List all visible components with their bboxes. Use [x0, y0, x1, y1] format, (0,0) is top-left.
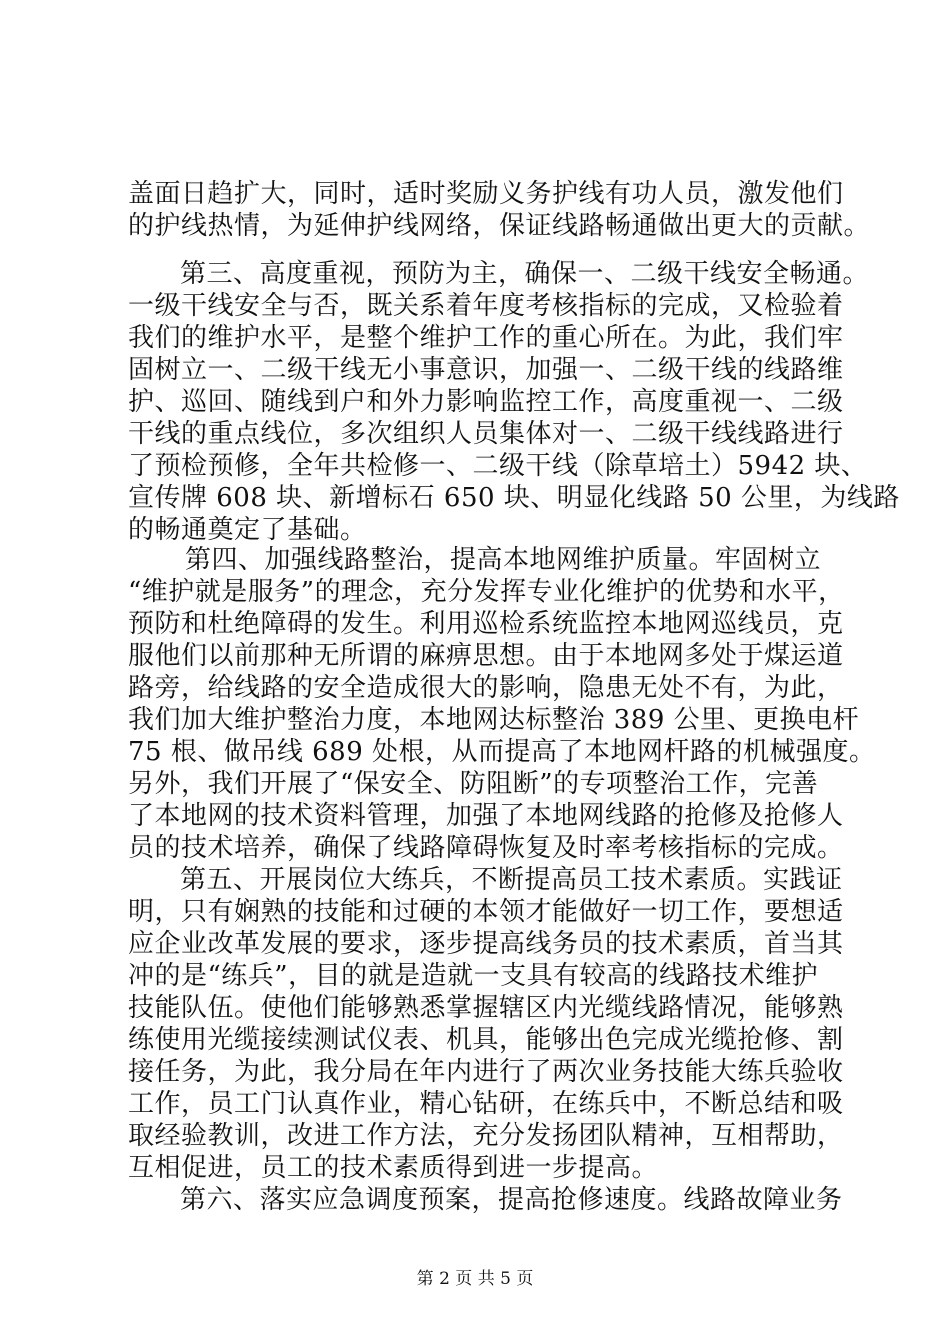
text-line: 练使用光缆接续测试仪表、机具，能够出色完成光缆抢修、割: [128, 1025, 844, 1055]
text-line: 预防和杜绝障碍的发生。利用巡检系统监控本地网巡线员，克: [128, 609, 844, 639]
text-line: 了预检预修，全年共检修一、二级干线（除草培土）5942 块、: [128, 451, 868, 481]
text-line: 第四、加强线路整治，提高本地网维护质量。牢固树立: [185, 545, 822, 575]
text-line: 护、巡回、随线到户和外力影响监控工作，高度重视一、二级: [128, 387, 844, 417]
text-line: 一级干线安全与否，既关系着年度考核指标的完成，又检验着: [128, 291, 844, 321]
text-line: 固树立一、二级干线无小事意识，加强一、二级干线的线路维: [128, 355, 844, 385]
text-line: 明，只有娴熟的技能和过硬的本领才能做好一切工作，要想适: [128, 897, 844, 927]
text-line: 应企业改革发展的要求，逐步提高线务员的技术素质，首当其: [128, 929, 844, 959]
text-line: 第五、开展岗位大练兵，不断提高员工技术素质。实践证: [180, 865, 843, 895]
text-line: 的畅通奠定了基础。: [128, 515, 367, 545]
text-line: 服他们以前那种无所谓的麻痹思想。由于本地网多处于煤运道: [128, 641, 844, 671]
text-line: 工作，员工门认真作业，精心钻研，在练兵中，不断总结和吸: [128, 1089, 844, 1119]
text-line: “维护就是服务”的理念，充分发挥专业化维护的优势和水平，: [128, 577, 845, 607]
text-line: 75 根、做吊线 689 处根，从而提高了本地网杆路的机械强度。: [128, 737, 876, 767]
text-line: 我们的维护水平，是整个维护工作的重心所在。为此，我们牢: [128, 323, 844, 353]
text-line: 宣传牌 608 块、新增标石 650 块、明显化线路 50 公里，为线路: [128, 483, 900, 513]
text-line: 接任务，为此，我分局在年内进行了两次业务技能大练兵验收: [128, 1057, 844, 1087]
text-line: 我们加大维护整治力度，本地网达标整治 389 公里、更换电杆: [128, 705, 860, 735]
text-line: 路旁，给线路的安全造成很大的影响，隐患无处不有，为此，: [128, 673, 844, 703]
text-line: 取经验教训，改进工作方法，充分发扬团队精神，互相帮助，: [128, 1121, 844, 1151]
text-line: 技能队伍。使他们能够熟悉掌握辖区内光缆线路情况，能够熟: [128, 993, 844, 1023]
text-line: 互相促进，员工的技术素质得到进一步提高。: [128, 1153, 659, 1183]
text-line: 第六、落实应急调度预案，提高抢修速度。线路故障业务: [180, 1185, 843, 1215]
page-footer: 第 2 页 共 5 页: [416, 1269, 534, 1289]
text-line: 干线的重点线位，多次组织人员集体对一、二级干线线路进行: [128, 419, 844, 449]
text-line: 第三、高度重视，预防为主，确保一、二级干线安全畅通。: [180, 259, 870, 289]
text-line: 的护线热情，为延伸护线网络，保证线路畅通做出更大的贡献。: [128, 211, 871, 241]
text-line: 了本地网的技术资料管理，加强了本地网线路的抢修及抢修人: [128, 801, 844, 831]
text-line: 员的技术培养，确保了线路障碍恢复及时率考核指标的完成。: [128, 833, 844, 863]
text-line: 另外，我们开展了“保安全、防阻断”的专项整治工作，完善: [128, 769, 819, 799]
text-line: 冲的是“练兵”，目的就是造就一支具有较高的线路技术维护: [128, 961, 819, 991]
text-line: 盖面日趋扩大，同时，适时奖励义务护线有功人员，激发他们: [128, 179, 844, 209]
